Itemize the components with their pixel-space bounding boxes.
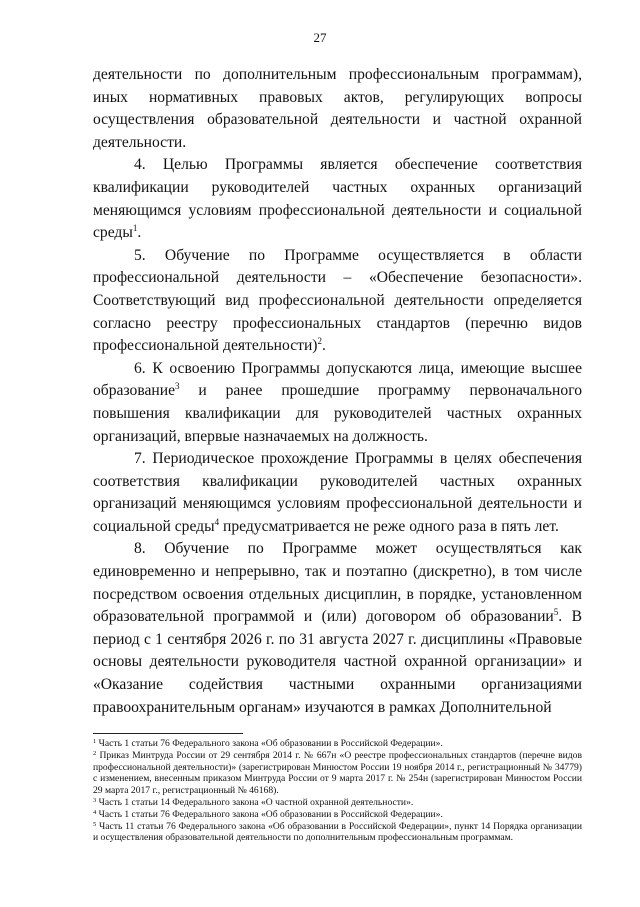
paragraph-text: 8. Обучение по Программе может осуществляться как единовременно и непрерывно, так и поэтапно (дискретно), в том числе посредством освоения отдельных дисциплин, в порядке, установленном образовательной программой и (или) договором об образовании [93,540,582,626]
paragraph-7 [93,448,582,538]
footnote-3 [93,797,582,809]
footnote-number: 1 [93,738,97,745]
footnote-ref[interactable]: 4 [214,516,220,527]
footnote-text: Приказ Минтруда России от 29 сентября 2014 г. № 667н «О реестре профессиональных стандартов (перечне видов профессиональной деятельности)» (зарегистрирован Минюстом России 19 ноября 2014 г., регистрационный № 34779) с изменением, внесенным приказом Минтруда России от 9 марта 2017 г. № 254н (зарегистрирован Минюстом России 29 марта 2017 г., регистрационный № 46168). [93,749,582,797]
footnote-4 [93,809,582,821]
paragraph-5 [93,245,582,358]
footnote-1 [93,738,582,750]
paragraph-text: деятельности по дополнительным профессиональным программам), иных нормативных правовых актов, регулирующих вопросы осуществления образовательной деятельности и частной охранной деятельности. [93,66,582,151]
footnotes [93,738,582,844]
paragraph-text: 5. Обучение по Программе осуществляется в области профессиональной деятельности – «Обеспечение безопасности». Соответствующий вид профессиональной деятельности определяется согласно реестру профессиональных стандартов (перечню видов профессиональной деятельности) [93,246,582,355]
footnote-ref[interactable]: 5 [553,607,559,618]
paragraph-text: 7. Периодическое прохождение Программы в целях обеспечения соответствия квалификации руководителей частных охранных организаций меняющимся условиям профессиональной деятельности и социальной среды [93,450,582,535]
footnote-number: 2 [93,749,97,757]
footnote-5 [93,821,582,845]
footnote-text: Часть 1 статьи 76 Федерального закона «Об образовании в Российской Федерации». [96,808,443,820]
footnote-number: 4 [93,808,97,816]
footnote-ref[interactable]: 2 [317,336,322,347]
paragraph-text-end: . [321,337,326,355]
paragraph-8 [93,538,582,719]
footnote-number: 3 [93,796,97,804]
footnote-2 [93,750,582,797]
paragraph-text-end: и ранее прошедшие программу первоначального повышения квалификации для руководителей частных охранных организаций, впервые назначаемых на должность. [93,382,582,445]
paragraph-text: 6. К освоению Программы допускаются лица, имеющие высшее образование [93,359,582,400]
paragraph-4 [93,154,582,244]
page-number: 27 [313,30,327,45]
paragraph-continuation [93,64,582,154]
footnote-text: Часть 11 статьи 76 Федерального закона «Об образовании в Российской Федерации», пункт 14 Порядка организации и осуществления образовательной деятельности по дополнительным профессиональным программам. [93,820,582,844]
footnote-ref[interactable]: 1 [132,223,138,234]
footnote-text: Часть 1 статьи 14 Федерального закона «О частной охранной деятельности». [96,796,414,808]
paragraph-text: 4. Целью Программы является обеспечение соответствия квалификации руководителей частных охранных организаций меняющимся условиям профессиональной деятельности и социальной среды [93,156,582,242]
paragraph-text-end: предусматривается не реже одного раза в пять лет. [219,517,559,535]
paragraph-text-end: . [137,224,142,242]
paragraph-6 [93,358,582,448]
footnote-separator [93,733,243,734]
footnote-text: Часть 1 статьи 76 Федерального закона «Об образовании в Российской Федерации». [96,738,443,749]
footnote-ref[interactable]: 3 [175,381,180,392]
body-text [93,64,582,719]
paragraph-text-end: . В период с 1 сентября 2026 г. по 31 августа 2027 г. дисциплины «Правовые основы деятельности руководителя частной охранной организации» и «Оказание содействия частными охранными организациями правоохранительным органам» изучаются в рамках Дополнительной [93,608,582,716]
footnote-number: 5 [93,820,97,828]
